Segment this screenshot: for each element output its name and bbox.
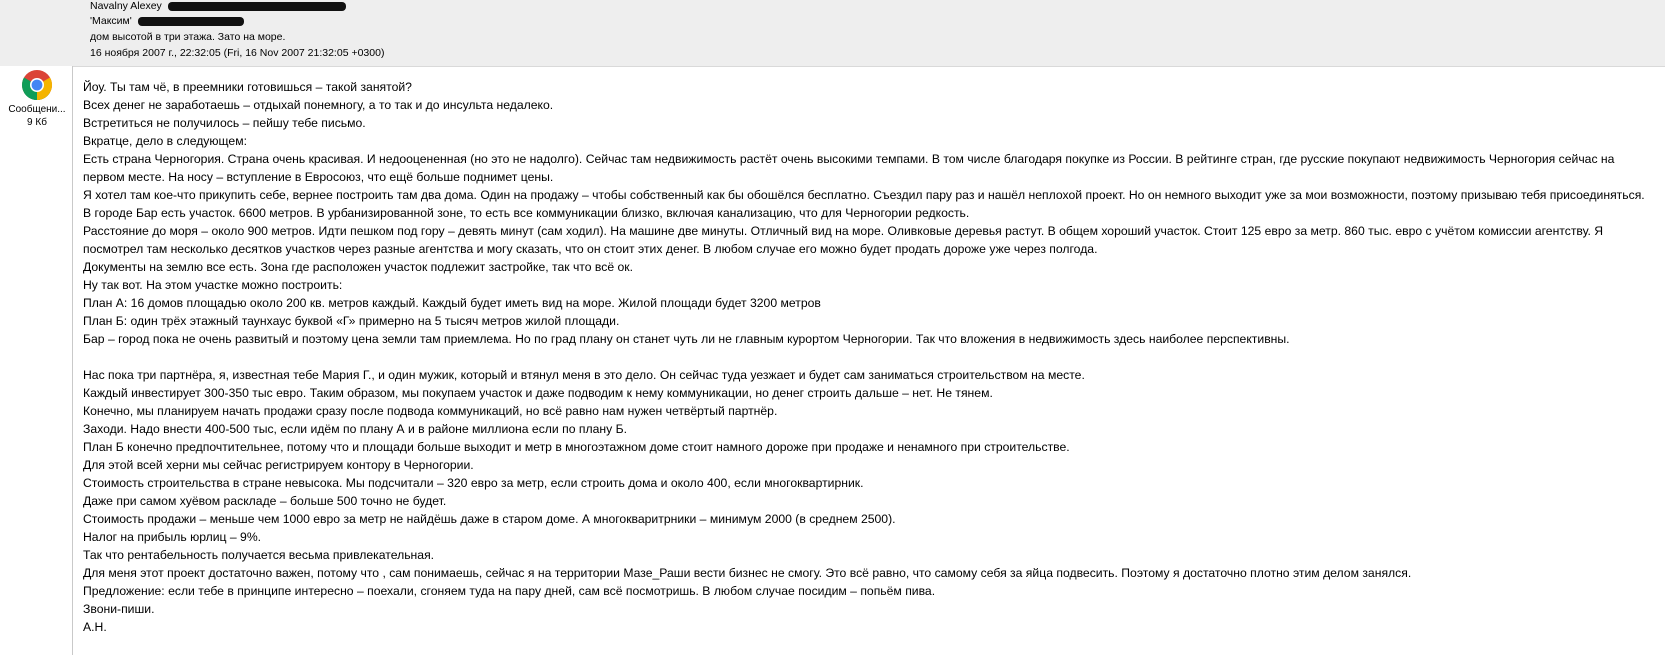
message-line: План Б: один трёх этажный таунхаус буквой «Г» примерно на 5 тысяч метров жилой площади. [83,314,620,328]
message-line: Расстояние до моря – около 900 метров. Идти пешком под гору – девять минут (сам ходил). На машине две минуты. Отличный вид на море. Оливковые деревья растут. В общем хороший участок. Стоит 125 евро за метр. 860 тыс. евро с учётом комиссии агентству. Я посмотрел там несколько десятков участков через разные агентства и могу сказать, что он стоит этих денег. В любом случае его можно будет продать дороже уже через полгода. [83,224,1604,256]
message-signature: А.Н. [83,620,107,634]
message-line: Вкратце, дело в следующем: [83,134,247,148]
message-line: Налог на прибыль юрлиц – 9%. [83,530,262,544]
redacted-email [138,17,244,26]
attachment-pane [0,66,73,655]
message-line: Конечно, мы планируем начать продажи сразу после подвода коммуникаций, но всё равно нам нужен четвёртый партнёр. [83,404,778,418]
message-line: Каждый инвестирует 300-350 тыс евро. Таким образом, мы покупаем участок и даже подводим к нему коммуникации, но денег строить дальше – нет. Не тянем. [83,386,993,400]
message-line: План А: 16 домов площадью около 200 кв. метров каждый. Каждый будет иметь вид на море. Жилой площади будет 3200 метров [83,296,821,310]
message-line: Стоимость строительства в стране невысока. Мы подсчитали – 320 евро за метр, если строить дома и около 400, если многоквартирник. [83,476,864,490]
message-line: Я хотел там кое-что прикупить себе, вернее построить там два дома. Один на продажу – чтобы собственный как бы обошёлся бесплатно. Съездил пару раз и нашёл неплохой проект. Но он немного выходит уже за мои возможности, поэтому призываю тебя присоединяться. [83,188,1645,202]
message-line: Всех денег не заработаешь – отдыхай понемногу, а то так и до инсульта недалеко. [83,98,554,112]
message-line: В городе Бар есть участок. 6600 метров. В урбанизированной зоне, то есть все коммуникации близко, включая канализацию, что для Черногории редкость. [83,206,970,220]
message-line: Нас пока три партнёра, я, известная тебе Мария Г., и один мужик, который и втянул меня в это дело. Он сейчас туда уезжает и будет сам заниматься строительством на месте. [83,368,1085,382]
message-line: Для меня этот проект достаточно важен, потому что , сам понимаешь, сейчас я на территории Мазе_Раши вести бизнес не смогу. Это всё равно, что самому себя за яйца подвесить. Поэтому я достаточно плотно этим делом занялся. [83,566,1412,580]
redacted-email [168,2,346,11]
message-line: Так что рентабельность получается весьма привлекательная. [83,548,435,562]
attachment-size: 9 Кб [27,117,47,128]
message-line: Звони-пиши. [83,602,155,616]
blank-line [83,348,1658,366]
message-line: Предложение: если тебе в принципе интересно – поехали, сгоняем туда на пару дней, сам всё посмотришь. В любом случае посидим – попьём пива. [83,584,936,598]
from-name: Navalny Alexey [90,0,162,12]
message-line: Встретиться не получилось – пейшу тебе письмо. [83,116,366,130]
subject-value: дом высотой в три этажа. Зато на море. [90,31,286,43]
message-line: Ну так вот. На этом участке можно построить: [83,278,343,292]
message-line: Документы на землю все есть. Зона где расположен участок подлежит застройке, так что всё ок. [83,260,634,274]
message-line: Даже при самом хуёвом раскладе – больше 500 точно не будет. [83,494,447,508]
message-line: Бар – город пока не очень развитый и поэтому цена земли там приемлема. Но по град плану он станет чуть ли не главным курортом Черногории. Так что вложения в недвижимость здесь наиболее перспективны. [83,332,1290,346]
message-line: Йоу. Ты там чё, в преемники готовишься – такой занятой? [83,80,412,94]
message-line: План Б конечно предпочтительнее, потому что и площади больше выходит и метр в многоэтажном доме стоит намного дороже при продаже и ненамного при строительстве. [83,440,1070,454]
from-value [90,0,346,14]
message-line: Заходи. Надо внести 400-500 тыс, если идём по плану А и в районе миллиона если по плану Б. [83,422,627,436]
to-name: 'Максим' [90,15,132,27]
chrome-icon[interactable] [21,69,53,101]
message-body [83,78,1658,636]
attachment-name[interactable]: Сообщени... [8,104,66,115]
message-line: Стоимость продажи – меньше чем 1000 евро за метр не найдёшь даже в старом доме. А многокваритрники – минимум 2000 (в среднем 2500). [83,512,896,526]
to-value [90,13,244,29]
message-line: Для этой всей херни мы сейчас регистрируем контору в Черногории. [83,458,474,472]
date-value: 16 ноября 2007 г., 22:32:05 (Fri, 16 Nov 2007 21:32:05 +0300) [90,47,385,59]
message-line: Есть страна Черногория. Страна очень красивая. И недооцененная (но это не надолго). Сейчас там недвижимость растёт очень высокими темпами. В том числе благодаря покупке из России. В рейтинге стран, где русские покупают недвижимость Черногория сейчас на первом месте. На носу – вступление в Евросоюз, что ещё больше поднимет цены. [83,152,1615,184]
message-header [0,0,1665,67]
